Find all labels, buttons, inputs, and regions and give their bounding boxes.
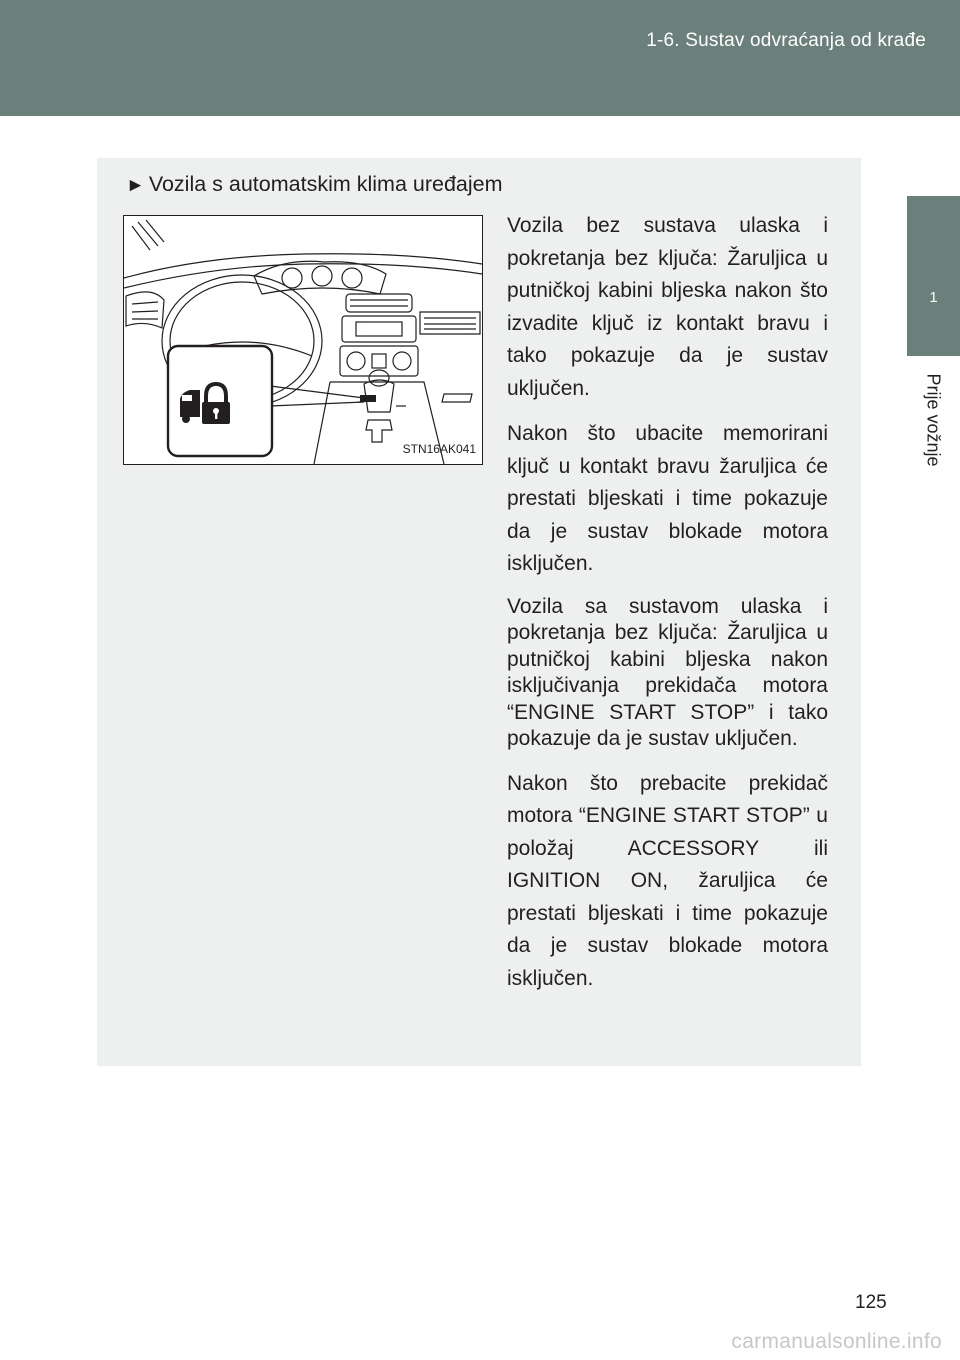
section-title: 1-6. Sustav odvraćanja od krađe (646, 30, 926, 51)
section-heading-text: Vozila s automatskim klima uređajem (148, 172, 503, 196)
dashboard-illustration (123, 215, 483, 465)
watermark: carmanualsonline.info (731, 1330, 942, 1353)
page-number: 125 (855, 1292, 887, 1313)
paragraph-3: Vozila sa sustavom ulaska i pokretanja bez ključa: Žaruljica u putničkoj kabini bljeska nakon isključivanja prekidača motora “ENGINE START STOP” i tako pokazuje da je sustav uključen. (507, 594, 828, 750)
figure-code: STN16AK041 (402, 442, 476, 456)
header-bar (0, 0, 960, 116)
chapter-tab (907, 196, 960, 356)
dashboard-drawing (124, 216, 482, 464)
triangle-marker-icon: ► (126, 175, 145, 196)
paragraph-4: Nakon što prebacite prekidač motora “ENGINE START STOP” u položaj ACCESSORY ili IGNITION ON, žaruljica će prestati bljeskati i time pokazuje da je sustav blokade motora isključen. (507, 771, 828, 990)
paragraph-1: Vozila bez sustava ulaska i pokretanja bez ključa: Žaruljica u putničkoj kabini bljeska nakon što izvadite ključ iz kontakt bravu i tako pokazuje da je sustav uključen. (507, 214, 828, 400)
chapter-number: 1 (929, 289, 938, 306)
section-heading (126, 172, 503, 197)
paragraph-2: Nakon što ubacite memorirani ključ u kontakt bravu žaruljica će prestati bljeskati i time pokazuje da je sustav blokade motora isključen. (507, 422, 828, 575)
chapter-label: Prije vožnje (923, 373, 944, 467)
body-text (507, 210, 828, 1008)
